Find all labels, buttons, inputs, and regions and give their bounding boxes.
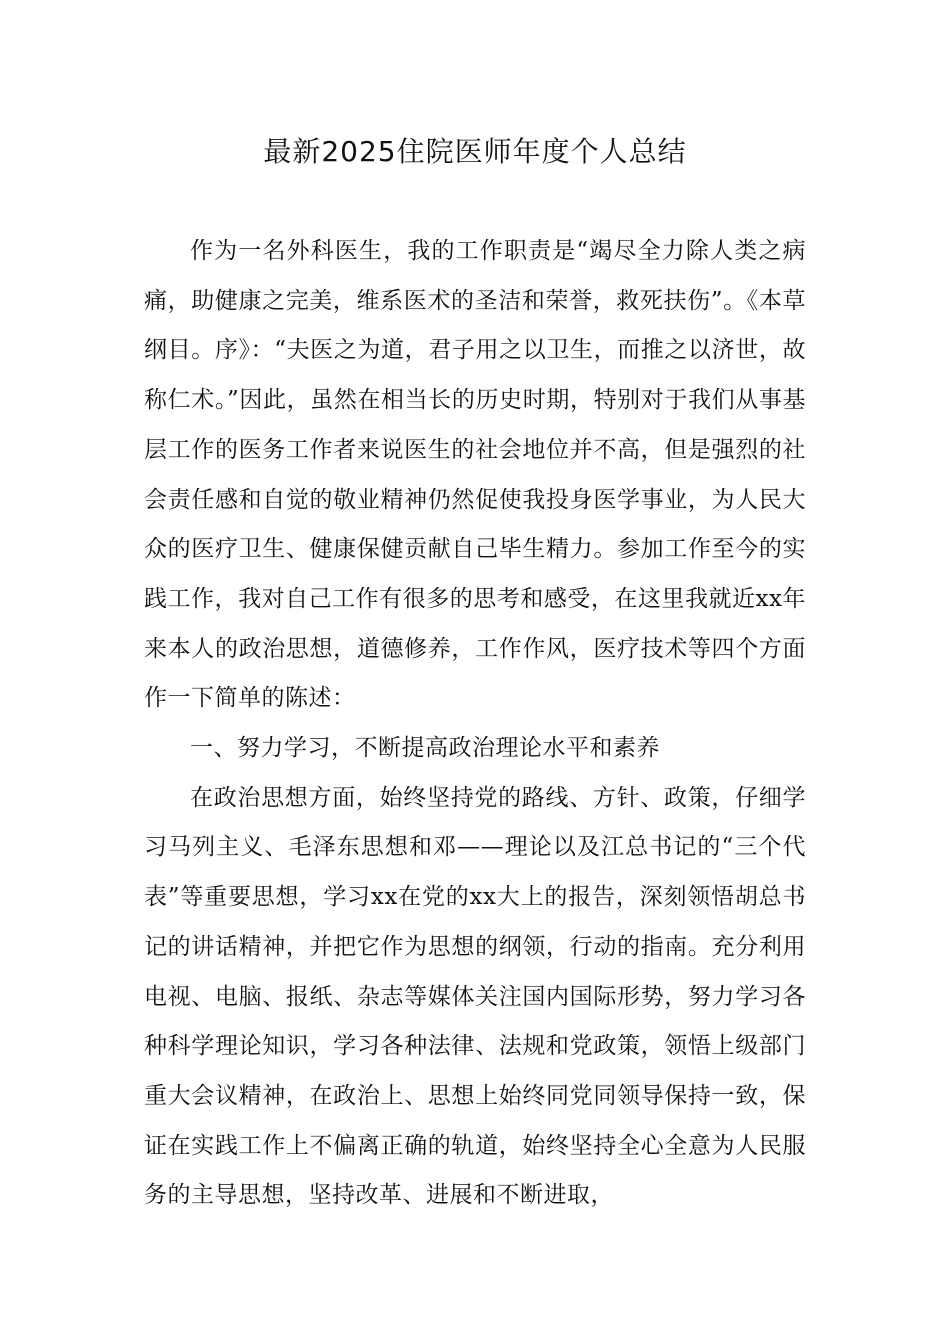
section-heading: 一、努力学习，不断提高政治理论水平和素养 <box>190 735 660 762</box>
document-title: 最新2025住院医师年度个人总结 <box>263 135 687 168</box>
intro-paragraph: 作为一名外科医生，我的工作职责是“竭尽全力除人类之病痛，助健康之完美，维系医术的圣洁和荣誉，救死扶伤”。《本草纲目。序》：“夫医之为道，君子用之以卫生，而推之以济世，故称仁术。”因此，虽然在相当长的历史时期，特别对于我们从事基层工作的医务工作者来说医生的社会地位并不高，但是强烈的社会责任感和自觉的敬业精神仍然促使我投身医学事业，为人民大众的医疗卫生、健康保健贡献自己毕生精力。参加工作至今的实践工作，我对自己工作有很多的思考和感受，在这里我就近xx年来本人的政治思想，道德修养，工作作风，医疗技术等四个方面作一下简单的陈述： <box>144 238 806 712</box>
document-body <box>144 227 806 1221</box>
politics-paragraph: 在政治思想方面，始终坚持党的路线、方针、政策，仔细学习马列主义、毛泽东思想和邓——理论以及江总书记的“三个代表”等重要思想，学习xx在党的xx大上的报告，深刻领悟胡总书记的讲话精神，并把它作为思想的纲领，行动的指南。充分利用电视、电脑、报纸、杂志等媒体关注国内国际形势，努力学习各种科学理论知识，学习各种法律、法规和党政策，领悟上级部门重大会议精神，在政治上、思想上始终同党同领导保持一致，保证在实践工作上不偏离正确的轨道，始终坚持全心全意为人民服务的主导思想，坚持改革、进展和不断进取， <box>144 784 806 1209</box>
